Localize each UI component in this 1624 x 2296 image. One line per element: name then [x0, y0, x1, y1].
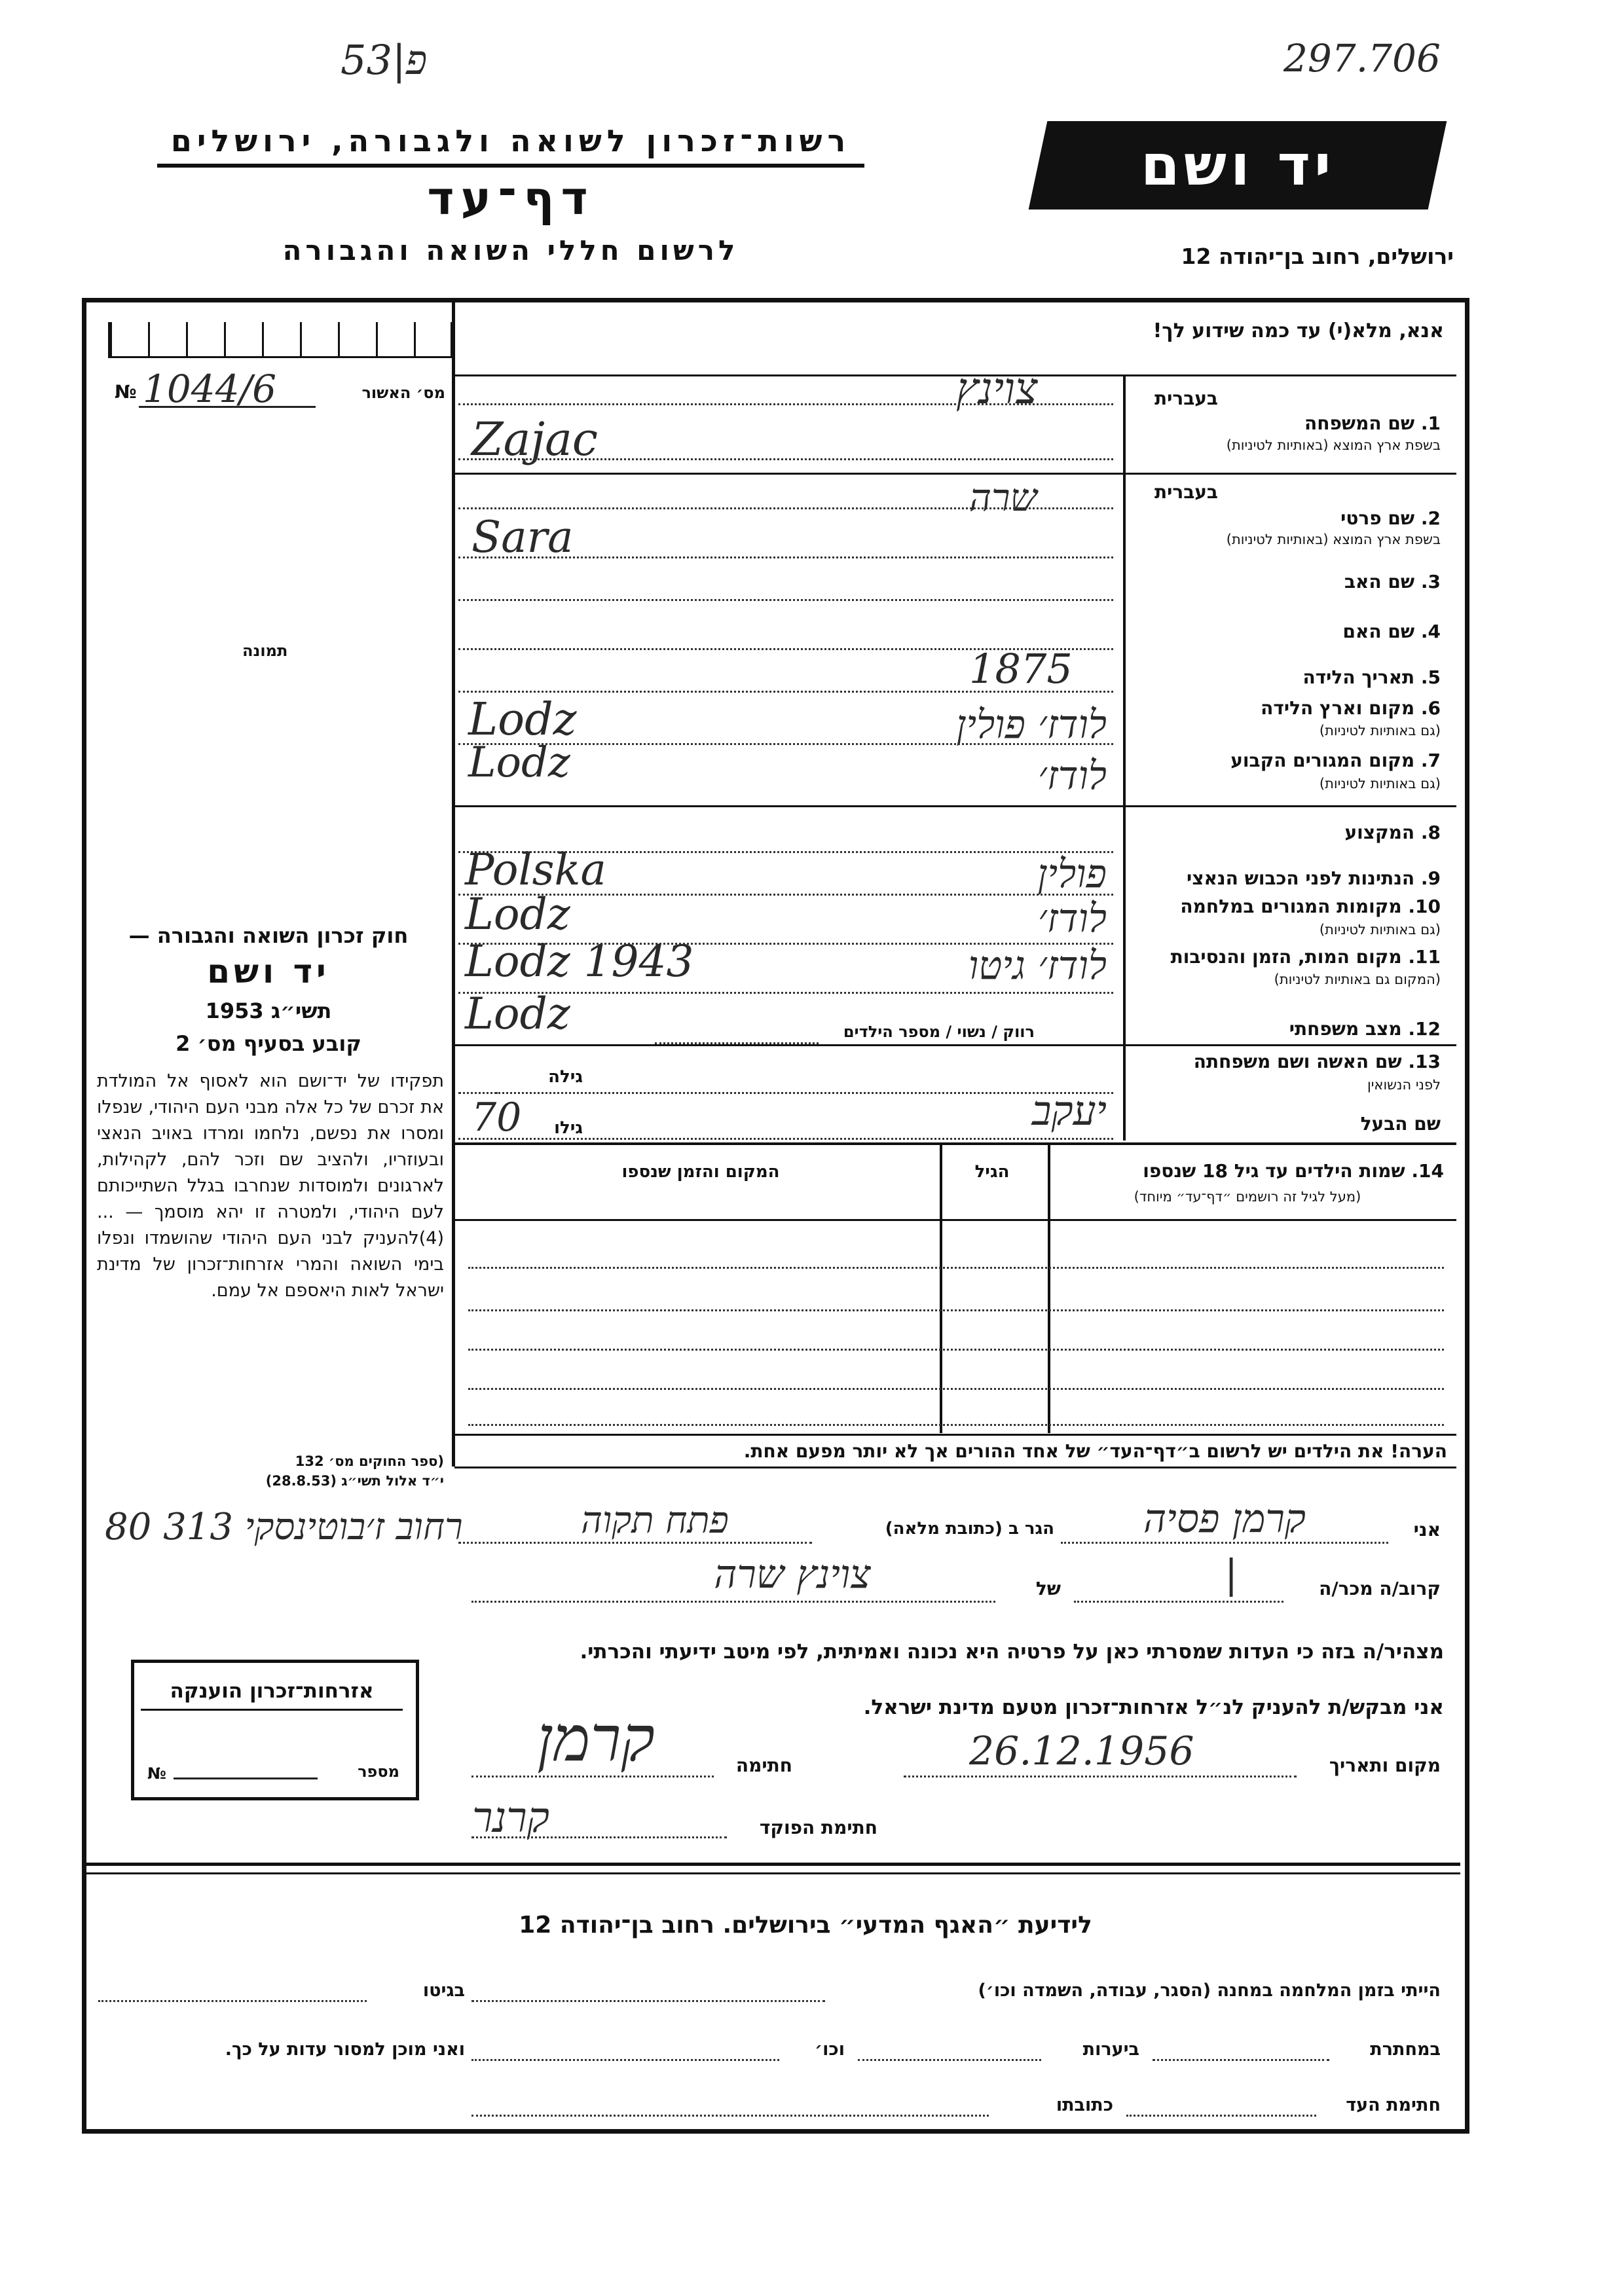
- decl-address-2[interactable]: 80 רחוב ז׳בוטינסקי 313: [105, 1506, 463, 1548]
- footer-line2-field-a[interactable]: [1153, 2059, 1329, 2061]
- field-10-hebrew-value[interactable]: לודז׳: [1038, 896, 1107, 941]
- child-row-1[interactable]: [468, 1267, 1444, 1269]
- logo-text: יד ושם: [1140, 132, 1335, 198]
- field-7-latin-value[interactable]: Lodz: [468, 738, 570, 787]
- decl-relation-mark[interactable]: |: [1225, 1552, 1238, 1597]
- field-3-line: [458, 599, 1113, 601]
- decl-relative-of[interactable]: צוינץ שרה: [714, 1552, 871, 1597]
- note-row: הערה! את הילדים יש לרשום ב״דף־העד״ של אחד ההורים אך לא יותר מפעם אחת.: [743, 1440, 1447, 1462]
- decl-address[interactable]: פתח תקוה: [581, 1499, 729, 1542]
- decl-lives-at: הגר ב (כתובת מלאה): [885, 1519, 1054, 1539]
- field-1-hebrew-value[interactable]: צוינץ: [956, 363, 1038, 414]
- form-subtitle: לרשום חללי השואה והגבורה: [282, 234, 739, 266]
- row-rule-3: [454, 805, 1456, 807]
- footer-line3-a: חתימת העד: [1346, 2095, 1441, 2115]
- approval-no-prefix: №: [115, 381, 137, 403]
- field-11-name: מקום המות, הזמן והנסיבות: [1170, 946, 1402, 968]
- field-13-label: [1126, 1051, 1441, 1072]
- form-title: דף־עד: [427, 172, 595, 225]
- field-1-latin-value[interactable]: Zajac: [471, 412, 599, 466]
- law-clause: קובע בסעיף מס׳ 2: [175, 1031, 361, 1056]
- approval-number[interactable]: 1044/6: [143, 367, 277, 411]
- field-2-num: 2.: [1420, 507, 1441, 529]
- decl-signature-line: [471, 1776, 714, 1777]
- decl-officer-line: [471, 1836, 727, 1838]
- field-13-num: 13.: [1408, 1051, 1441, 1072]
- field-12-name: מצב משפחתי: [1289, 1018, 1402, 1040]
- footer-line2-d: ואני מוכן למסור עדות על כך.: [225, 2039, 465, 2060]
- children-title-text: שמות הילדים עד גיל 18 שנספו: [1143, 1160, 1405, 1182]
- citizenship-box-no-prefix: №: [147, 1764, 166, 1783]
- field-2-line-b: [458, 556, 1113, 558]
- children-note: (מעל לגיל זה רושמים ״דף־עד״ מיוחד): [1134, 1189, 1361, 1205]
- decl-date[interactable]: 26.12.1956: [969, 1728, 1194, 1774]
- child-row-5[interactable]: [468, 1424, 1444, 1426]
- child-row-3[interactable]: [468, 1349, 1444, 1351]
- footer-line1-field[interactable]: [471, 2000, 825, 2002]
- field-3-name: שם האב: [1344, 571, 1415, 592]
- field-1-sub: בשפת ארץ המוצא (באותיות לטיניות): [1226, 437, 1441, 453]
- children-title: [1054, 1160, 1444, 1182]
- field-1-num: 1.: [1420, 412, 1441, 434]
- children-col-div-1: [1048, 1145, 1050, 1433]
- field-9-num: 9.: [1420, 867, 1441, 889]
- hebrew-tag-2: בעברית: [1154, 481, 1218, 503]
- decl-officer-signature[interactable]: קרנר: [472, 1794, 549, 1842]
- children-num: 14.: [1411, 1160, 1444, 1182]
- field-9-hebrew-value[interactable]: פולין: [1037, 851, 1107, 897]
- field-2-label: [1153, 507, 1441, 529]
- child-row-4[interactable]: [468, 1388, 1444, 1390]
- row-rule-5: [454, 1142, 1456, 1145]
- field-4-name: שם האם: [1342, 621, 1415, 642]
- field-4-num: 4.: [1420, 621, 1441, 642]
- footer-separator-2: [86, 1872, 1460, 1874]
- record-number-handwritten: 297.706: [1283, 36, 1441, 81]
- field-12-line: [655, 1042, 819, 1044]
- field-11-label: [1126, 946, 1441, 968]
- field-10-sub: (גם באותיות לטיניות): [1319, 922, 1441, 938]
- field-11-hebrew-value[interactable]: לודז׳ גיטו: [968, 943, 1107, 989]
- field-7-hebrew-value[interactable]: לודז׳: [1038, 753, 1107, 799]
- field-10-num: 10.: [1408, 896, 1441, 917]
- approval-line: [139, 406, 316, 408]
- husband-age-label: גילו: [554, 1118, 583, 1138]
- field-3-num: 3.: [1420, 571, 1441, 592]
- decl-ani: אני: [1413, 1519, 1441, 1540]
- decl-date-line: [904, 1776, 1297, 1777]
- field-2-latin-value[interactable]: Sara: [471, 512, 574, 562]
- law-title: חוק זכרון השואה והגבורה —: [128, 923, 409, 948]
- field-1-line-a: [458, 403, 1113, 405]
- husband-line: [458, 1138, 1113, 1140]
- row-rule-2: [454, 473, 1456, 475]
- decl-address-line: [458, 1542, 812, 1544]
- footer-separator-1: [86, 1863, 1460, 1866]
- hebrew-tag-1: בעברית: [1154, 388, 1218, 409]
- yad-vashem-address: ירושלים, רחוב בן־יהודה 12: [1181, 244, 1454, 269]
- field-12-num: 12.: [1408, 1018, 1441, 1040]
- field-11-sub: (המקום גם באותיות לטיניות): [1274, 972, 1441, 987]
- decl-request: אני מבקש/ת להעניק לנ״ל אזרחות־זכרון מטעם מדינת ישראל.: [863, 1696, 1444, 1719]
- field-7-name: מקום המגורים הקבוע: [1230, 750, 1415, 771]
- field-13-sub: לפני הנשואין: [1367, 1077, 1441, 1093]
- decl-relation-line: [1074, 1601, 1283, 1603]
- field-1-name: שם המשפחה: [1304, 412, 1415, 434]
- field-12-options: רווק / נשוי / מספר הילדים: [843, 1023, 1035, 1041]
- law-source-date: י״ד אלול תשי״ג (28.8.53): [265, 1473, 444, 1489]
- field-11-num: 11.: [1408, 946, 1441, 968]
- field-1-line-b: [458, 458, 1113, 460]
- field-6-num: 6.: [1420, 697, 1441, 719]
- field-10-label: [1126, 896, 1441, 917]
- field-10-latin-value[interactable]: Lodz: [465, 889, 570, 939]
- field-3-label: [1153, 571, 1441, 592]
- field-7-sub: (גם באותיות לטיניות): [1319, 776, 1441, 792]
- field-6-latin-value[interactable]: Lodz: [468, 694, 577, 746]
- intro-instruction: אנא, מלא(י) עד כמה שידוע לך!: [1153, 319, 1444, 342]
- field-2-sub: בשפת ארץ המוצא (באותיות לטיניות): [1226, 532, 1441, 547]
- field-2-name: שם פרטי: [1340, 507, 1415, 529]
- footer-line2-c: וכו׳: [815, 2039, 845, 2060]
- field-12-label: [1153, 1018, 1441, 1040]
- field-5-name: תאריך הלידה: [1302, 666, 1415, 688]
- children-header-rule: [454, 1219, 1456, 1221]
- footer-line1-end: בגיטו: [422, 1980, 465, 2001]
- field-9-name: הנתינות לפני הכבוש הנאצי: [1187, 867, 1415, 889]
- field-9-label: [1126, 867, 1441, 889]
- decl-witness-line: [1061, 1542, 1388, 1544]
- footer-line2-b: ביערות: [1082, 2039, 1139, 2060]
- row-rule-4: [454, 1044, 1456, 1046]
- field-11-latin-value[interactable]: Lodz 1943: [465, 936, 694, 987]
- children-col-div-2: [940, 1145, 942, 1433]
- decl-witness-name[interactable]: קרמן פסיה: [1143, 1496, 1306, 1542]
- field-13-age-label: גילה: [548, 1067, 583, 1087]
- field-6-label: [1153, 697, 1441, 719]
- husband-age-value[interactable]: 70: [471, 1095, 522, 1140]
- children-col-place: המקום והזמן שנספו: [621, 1162, 780, 1182]
- footer-line3-field-a[interactable]: [1126, 2115, 1316, 2117]
- approval-digit-boxes: [108, 322, 452, 358]
- decl-relation-label: קרוב/ה מכר/ה: [1319, 1578, 1441, 1599]
- page-reference-handwritten: 53|פ: [341, 36, 428, 84]
- field-8-label: [1153, 822, 1441, 843]
- children-col-age: הגיל: [974, 1162, 1010, 1182]
- decl-statement: מצהיר/ה בזה כי העדות שמסרתי כאן על פרטיה היא נכונה ואמיתית, לפי מיטב ידיעתי והכרתי.: [580, 1640, 1444, 1664]
- husband-value[interactable]: יעקב: [1031, 1087, 1107, 1135]
- value-column-left-border: [452, 374, 454, 1082]
- field-8-num: 8.: [1420, 822, 1441, 843]
- approval-label: מס׳ האשור: [361, 384, 445, 402]
- field-2-hebrew-value[interactable]: שרה: [969, 475, 1037, 520]
- citizenship-box-no-line: [174, 1777, 318, 1779]
- field-13-age-line: [458, 1092, 498, 1094]
- field-12-latin-value[interactable]: Lodz: [465, 989, 570, 1039]
- footer-line1-start: הייתי בזמן המלחמה במחנה (הסגר, עבודה, השמדה וכו׳): [978, 1980, 1441, 2001]
- field-5-label: [1153, 666, 1441, 688]
- field-1-label: [1153, 412, 1441, 434]
- field-4-label: [1153, 621, 1441, 642]
- footer-line2-a: במחתרת: [1370, 2039, 1441, 2060]
- decl-officer-label: חתימת הפוקד: [759, 1817, 877, 1838]
- footer-line3-field-b[interactable]: [471, 2115, 989, 2117]
- decl-signature-label: חתימה: [735, 1755, 792, 1776]
- law-name: יד ושם: [207, 953, 330, 991]
- field-6-hebrew-value[interactable]: לודז׳ פולין: [956, 702, 1107, 748]
- yad-vashem-logo: [1029, 121, 1447, 210]
- institution-name: רשות־זכרון לשואה ולגבורה, ירושלים: [170, 123, 851, 158]
- husband-label: שם הבעל: [1360, 1113, 1441, 1135]
- footer-line2-field-c[interactable]: [471, 2059, 779, 2061]
- decl-signature[interactable]: קרמן: [537, 1702, 655, 1776]
- footer-heading: לידיעת ״האגף המדעי״ בירושלים. רחוב בן־יהודה 12: [519, 1912, 1092, 1939]
- field-7-label: [1153, 750, 1441, 771]
- children-bottom-rule: [454, 1434, 1456, 1436]
- field-6-sub: (גם באותיות לטיניות): [1319, 723, 1441, 738]
- child-row-2[interactable]: [468, 1309, 1444, 1311]
- law-year: תשי״ג 1953: [205, 998, 332, 1023]
- field-13-name: שם האשה ושם משפחתה: [1193, 1051, 1402, 1072]
- decl-relative-line: [471, 1601, 995, 1603]
- decl-of: של: [1035, 1578, 1061, 1599]
- law-body: תפקידו של יד־ושם הוא לאסוף אל המולדת את זכרם של כל אלה מבני העם היהודי, שנפלו ומסרו את נפשם, נלחמו ומרדו באויב הנאצי ובעוזריו, ולהציב שם וזכר להם, לקהילות, לארגונים ולמוסדות שנחרבו בגלל השתייכותם לעם היהודי, ולמטרה זו יהא מוסמך — ...(4)להעניק לבני העם היהודי שהושמדו ונפלו בימי השואה והמרי אזרחות־זכרון של מדינת ישראל לאות היאספם אל עמם.: [97, 1071, 444, 1301]
- field-2-line-a: [458, 507, 1113, 509]
- field-8-name: המקצוע: [1344, 822, 1415, 843]
- note-bottom-rule: [454, 1467, 1456, 1468]
- citizenship-box-line: [141, 1709, 403, 1711]
- row-rule-1: [454, 374, 1456, 376]
- field-9-latin-value[interactable]: Polska: [465, 845, 606, 895]
- label-column-divider: [1123, 374, 1126, 1140]
- field-7-num: 7.: [1420, 750, 1441, 771]
- footer-line2-field-b[interactable]: [858, 2059, 1041, 2061]
- field-5-line: [458, 691, 1113, 693]
- field-5-num: 5.: [1420, 666, 1441, 688]
- photo-label: תמונה: [242, 642, 288, 660]
- field-10-name: מקומות המגורים במלחמה: [1180, 896, 1402, 917]
- footer-line1-field-b[interactable]: [98, 2000, 367, 2002]
- citizenship-box-no-label: מספר: [358, 1762, 399, 1781]
- header-rule: [157, 164, 864, 168]
- citizenship-box-title: אזרחות־זכרון הוענקה: [170, 1679, 374, 1703]
- field-5-value[interactable]: 1875: [969, 645, 1073, 693]
- footer-line3-b: כתובתו: [1056, 2095, 1113, 2115]
- decl-place-date-label: מקום ותאריך: [1329, 1755, 1441, 1776]
- law-source: (ספר החוקים מס׳ 132: [295, 1453, 444, 1469]
- field-6-name: מקום וארץ הלידה: [1261, 697, 1415, 719]
